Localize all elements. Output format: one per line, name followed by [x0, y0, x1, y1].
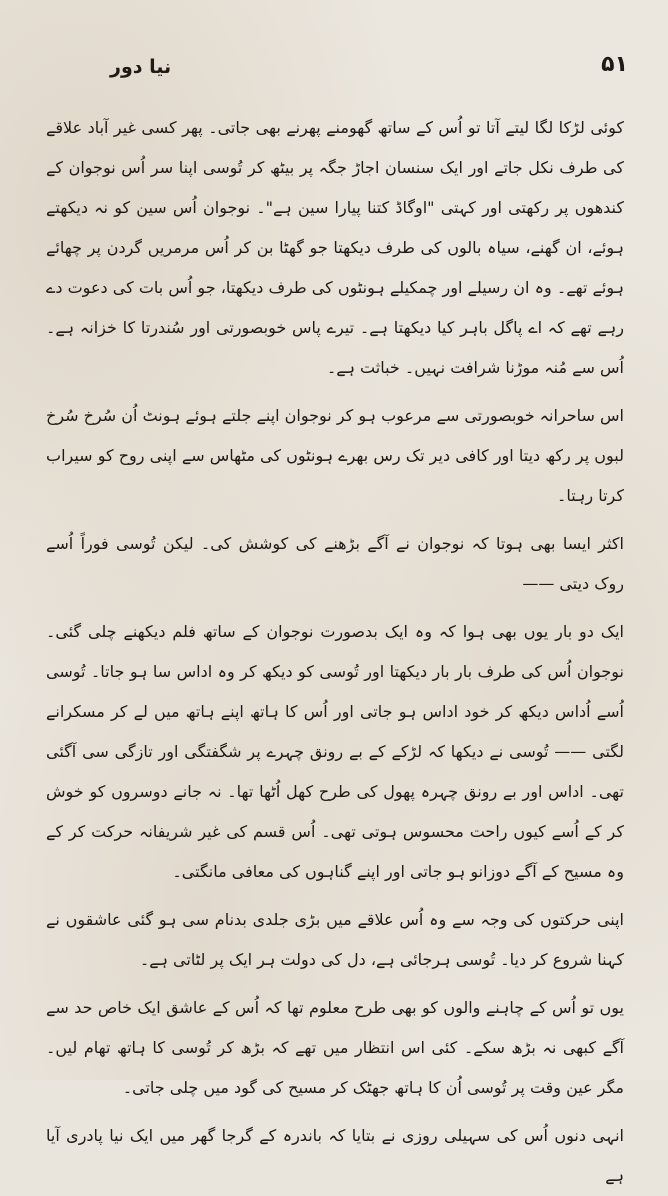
- page-number: ۵۱: [601, 52, 628, 77]
- page-header: [110, 52, 628, 96]
- paragraph: انہی دنوں اُس کی سہیلی روزی نے بتایا کہ باندرہ کے گرجا گھر میں ایک نیا پادری آیا ہے: [46, 1126, 624, 1185]
- paragraph: کوئی لڑکا لگا لیتے آتا تو اُس کے ساتھ گھومنے پھرنے بھی جاتی۔ پھر کسی غیر آباد علاقے کی طرف نکل جاتے اور ایک سنسان اجاڑ جگہ پر بیٹھ کر تُوسی اپنا سر اُس نوجوان کے کندھوں پر رکھتی اور کہتی "اوگاڈ کتنا پیارا سین ہے"۔ نوجوان اُس سین کو نہ دیکھتے ہوئے، ان گھنے، سیاہ بالوں کی طرف دیکھتا جو گھٹا بن کر اُس مرمریں گردن پر چھائے ہوئے تھے۔ وہ ان رسیلے اور چمکیلے ہونٹوں کی طرف دیکھتا، جو اُس بات کی دعوت دے رہے تھے کہ اے پاگل باہر کیا دیکھتا ہے۔ تیرے پاس خوبصورتی اور سُندرتا کا خزانہ ہے۔ اُس سے مُنہ موڑنا شرافت نہیں۔ خباثت ہے۔: [46, 118, 624, 377]
- body-text: [46, 108, 624, 1196]
- paragraph: اپنی حرکتوں کی وجہ سے وہ اُس علاقے میں بڑی جلدی بدنام سی ہو گئی عاشقوں نے کہنا شروع کر دیا۔ تُوسی ہرجائی ہے، دل کی دولت ہر ایک پر لٹاتی ہے۔: [46, 910, 624, 969]
- paragraph: ایک دو بار یوں بھی ہوا کہ وہ ایک بدصورت نوجوان کے ساتھ فلم دیکھنے چلی گئی۔ نوجوان اُس کی طرف بار بار دیکھتا اور تُوسی کو دیکھ کر وہ اداس سا ہو جاتا۔ تُوسی اُسے اُداس دیکھ کر خود اداس ہو جاتی اور اُس کا ہاتھ اپنے ہاتھ میں لے کر مسکرانے لگتی —— تُوسی نے دیکھا کہ لڑکے کے بے رونق چہرے پر شگفتگی اور تازگی سی آگئی تھی۔ اداس اور بے رونق چہرہ پھول کی طرح کھل اُٹھا تھا۔ نہ جانے دوسروں کو خوش کر کے اُسے کیوں راحت محسوس ہوتی تھی۔ اُس قسم کی غیر شریفانہ حرکت کر کے وہ مسیح کے آگے دوزانو ہو جاتی اور اپنے گناہوں کی معافی مانگتی۔: [46, 622, 624, 881]
- paragraph: اس ساحرانہ خوبصورتی سے مرعوب ہو کر نوجوان اپنے جلتے ہوئے ہونٹ اُن سُرخ سُرخ لبوں پر رکھ دیتا اور کافی دیر تک رس بھرے ہونٹوں کی مٹھاس سے اپنی روح کو سیراب کرتا رہتا۔: [45, 406, 624, 505]
- running-head: نیا دور: [110, 56, 172, 78]
- paragraph: یوں تو اُس کے چاہنے والوں کو بھی طرح معلوم تھا کہ اُس کے عاشق ایک خاص حد سے آگے کبھی نہ بڑھ سکے۔ کئی اس انتظار میں تھے کہ بڑھ کر تُوسی کا ہاتھ تھام لیں۔ مگر عین وقت پر تُوسی اُن کا ہاتھ جھٹک کر مسیح کی گود میں چلی جاتی۔: [46, 998, 624, 1097]
- paragraph: اکثر ایسا بھی ہوتا کہ نوجوان نے آگے بڑھنے کی کوشش کی۔ لیکن تُوسی فوراً اُسے روک دیتی ——: [46, 534, 624, 593]
